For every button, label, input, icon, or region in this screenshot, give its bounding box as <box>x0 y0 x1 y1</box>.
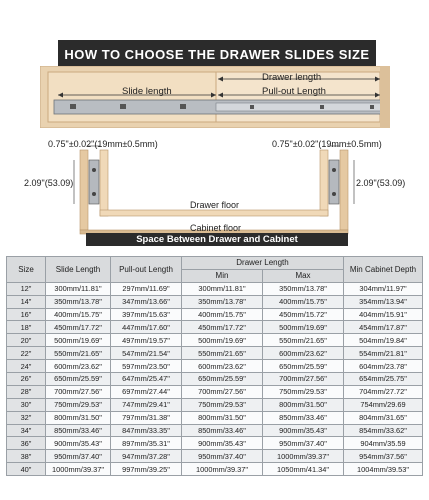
table-cell: 647mm/25.47" <box>111 373 182 386</box>
table-cell: 38" <box>7 450 46 463</box>
col-slide-length: Slide Length <box>46 257 111 283</box>
slide-profile-left <box>89 160 99 204</box>
col-max: Max <box>263 269 344 282</box>
table-cell: 650mm/25.59" <box>263 360 344 373</box>
table-row <box>7 334 423 347</box>
table-cell: 750mm/29.53" <box>263 385 344 398</box>
drawer-length-label: Drawer length <box>262 72 322 83</box>
table-cell: 32" <box>7 411 46 424</box>
slide-rail-inner <box>216 103 382 111</box>
table-cell: 500mm/19.69" <box>182 334 263 347</box>
table-cell: 747mm/29.41" <box>111 398 182 411</box>
table-cell: 947mm/37.28" <box>111 450 182 463</box>
table-cell: 950mm/37.40" <box>263 437 344 450</box>
table-cell: 400mm/15.75" <box>46 308 111 321</box>
table-cell: 954mm/37.56" <box>344 450 423 463</box>
table-cell: 26" <box>7 373 46 386</box>
table-cell: 600mm/23.62" <box>46 360 111 373</box>
table-cell: 404mm/15.91" <box>344 308 423 321</box>
drawer-floor-label: Drawer floor <box>190 200 240 210</box>
table-row <box>7 360 423 373</box>
table-cell: 847mm/33.35" <box>111 424 182 437</box>
table-cell: 28" <box>7 385 46 398</box>
table-row <box>7 321 423 334</box>
drawer-panel <box>48 72 216 122</box>
col-min: Min <box>182 269 263 282</box>
col-min-cabinet-depth: Min Cabinet Depth <box>344 257 423 283</box>
table-cell: 450mm/17.72" <box>46 321 111 334</box>
table-cell: 750mm/29.53" <box>46 398 111 411</box>
table-header-row <box>7 257 423 270</box>
table-cell: 497mm/19.57" <box>111 334 182 347</box>
table-cell: 504mm/19.84" <box>344 334 423 347</box>
table-cell: 350mm/13.78" <box>182 295 263 308</box>
table-cell: 354mm/13.94" <box>344 295 423 308</box>
table-cell: 797mm/31.38" <box>111 411 182 424</box>
table-row <box>7 411 423 424</box>
table-cell: 850mm/33.46" <box>182 424 263 437</box>
table-cell: 654mm/25.75" <box>344 373 423 386</box>
table-cell: 36" <box>7 437 46 450</box>
table-cell: 1000mm/39.37" <box>46 463 111 476</box>
table-row <box>7 424 423 437</box>
height-left-label: 2.09"(53.09) <box>24 178 74 188</box>
col-drawer-length: Drawer Length <box>182 257 344 270</box>
table-cell: 650mm/25.59" <box>182 373 263 386</box>
col-size: Size <box>7 257 46 283</box>
cabinet-side-left <box>80 150 88 230</box>
table-cell: 900mm/35.43" <box>263 424 344 437</box>
table-cell: 300mm/11.81" <box>46 282 111 295</box>
table-cell: 854mm/33.62" <box>344 424 423 437</box>
table-cell: 554mm/21.81" <box>344 347 423 360</box>
table-cell: 400mm/15.75" <box>182 308 263 321</box>
slide-length-label: Slide length <box>122 86 172 97</box>
table-cell: 600mm/23.62" <box>182 360 263 373</box>
table-cell: 850mm/33.46" <box>263 411 344 424</box>
table-cell: 804mm/31.65" <box>344 411 423 424</box>
table-cell: 24" <box>7 360 46 373</box>
height-right-label: 2.09"(53.09) <box>356 178 406 188</box>
table-row <box>7 295 423 308</box>
table-cell: 20" <box>7 334 46 347</box>
table-cell: 597mm/23.50" <box>111 360 182 373</box>
table-cell: 754mm/29.69 <box>344 398 423 411</box>
table-cell: 500mm/19.69" <box>46 334 111 347</box>
drawer-floor <box>100 210 328 216</box>
table-cell: 450mm/17.72" <box>182 321 263 334</box>
table-row <box>7 282 423 295</box>
table-cell: 454mm/17.87" <box>344 321 423 334</box>
table-cell: 1000mm/39.37" <box>182 463 263 476</box>
page-title: HOW TO CHOOSE THE DRAWER SLIDES SIZE <box>58 40 376 68</box>
table-row <box>7 385 423 398</box>
drawer-side-right <box>320 150 328 216</box>
cabinet-floor-label: Cabinet floor <box>190 223 242 233</box>
table-cell: 40" <box>7 463 46 476</box>
table-cell: 550mm/21.65" <box>182 347 263 360</box>
table-cell: 304mm/11.97" <box>344 282 423 295</box>
table-cell: 900mm/35.43" <box>46 437 111 450</box>
table-cell: 800mm/31.50" <box>46 411 111 424</box>
table-row <box>7 373 423 386</box>
table-row <box>7 308 423 321</box>
drawer-side-left <box>100 150 108 216</box>
table-row <box>7 437 423 450</box>
table-cell: 16" <box>7 308 46 321</box>
table-body <box>7 282 423 475</box>
table-cell: 750mm/29.53" <box>182 398 263 411</box>
table-cell: 850mm/33.46" <box>46 424 111 437</box>
table-row <box>7 398 423 411</box>
table-cell: 397mm/15.63" <box>111 308 182 321</box>
table-cell: 22" <box>7 347 46 360</box>
table-cell: 997mm/39.25" <box>111 463 182 476</box>
table-cell: 800mm/31.50" <box>263 398 344 411</box>
table-cell: 34" <box>7 424 46 437</box>
table-cell: 14" <box>7 295 46 308</box>
table-cell: 12" <box>7 282 46 295</box>
table-cell: 500mm/19.69" <box>263 321 344 334</box>
table-cell: 347mm/13.66" <box>111 295 182 308</box>
table-cell: 604mm/23.78" <box>344 360 423 373</box>
cabinet-side <box>380 66 390 128</box>
table-cell: 700mm/27.56" <box>46 385 111 398</box>
table-cell: 697mm/27.44" <box>111 385 182 398</box>
table-cell: 700mm/27.56" <box>182 385 263 398</box>
cabinet-side-right <box>340 150 348 230</box>
table-row <box>7 450 423 463</box>
table-cell: 400mm/15.75" <box>263 295 344 308</box>
table-cell: 30" <box>7 398 46 411</box>
table-cell: 950mm/37.40" <box>46 450 111 463</box>
table-cell: 950mm/37.40" <box>182 450 263 463</box>
table-cell: 297mm/11.69" <box>111 282 182 295</box>
table-cell: 447mm/17.60" <box>111 321 182 334</box>
table-cell: 900mm/35.43" <box>182 437 263 450</box>
table-cell: 350mm/13.78" <box>263 282 344 295</box>
table-row <box>7 347 423 360</box>
pullout-length-label: Pull-out Length <box>262 86 326 97</box>
table-cell: 1000mm/39.37" <box>263 450 344 463</box>
table-cell: 600mm/23.62" <box>263 347 344 360</box>
drawer-slide-diagram <box>40 66 390 128</box>
table-cell: 1004mm/39.53" <box>344 463 423 476</box>
table-row <box>7 463 423 476</box>
table-cell: 550mm/21.65" <box>263 334 344 347</box>
gap-right-label: 0.75"±0.02"(19mm±0.5mm) <box>272 139 382 149</box>
table-cell: 700mm/27.56" <box>263 373 344 386</box>
table-cell: 800mm/31.50" <box>182 411 263 424</box>
table-cell: 897mm/35.31" <box>111 437 182 450</box>
table-cell: 704mm/27.72" <box>344 385 423 398</box>
table-cell: 350mm/13.78" <box>46 295 111 308</box>
col-pullout-length: Pull-out Length <box>111 257 182 283</box>
table-cell: 1050mm/41.34" <box>263 463 344 476</box>
slide-profile-right <box>329 160 339 204</box>
table-cell: 650mm/25.59" <box>46 373 111 386</box>
table-cell: 300mm/11.81" <box>182 282 263 295</box>
table-cell: 450mm/15.72" <box>263 308 344 321</box>
space-between-label: Space Between Drawer and Cabinet <box>86 233 348 246</box>
table-cell: 904mm/35.59 <box>344 437 423 450</box>
gap-left-label: 0.75"±0.02"(19mm±0.5mm) <box>48 139 158 149</box>
table-cell: 18" <box>7 321 46 334</box>
table-cell: 550mm/21.65" <box>46 347 111 360</box>
size-table <box>6 256 423 476</box>
table-cell: 547mm/21.54" <box>111 347 182 360</box>
